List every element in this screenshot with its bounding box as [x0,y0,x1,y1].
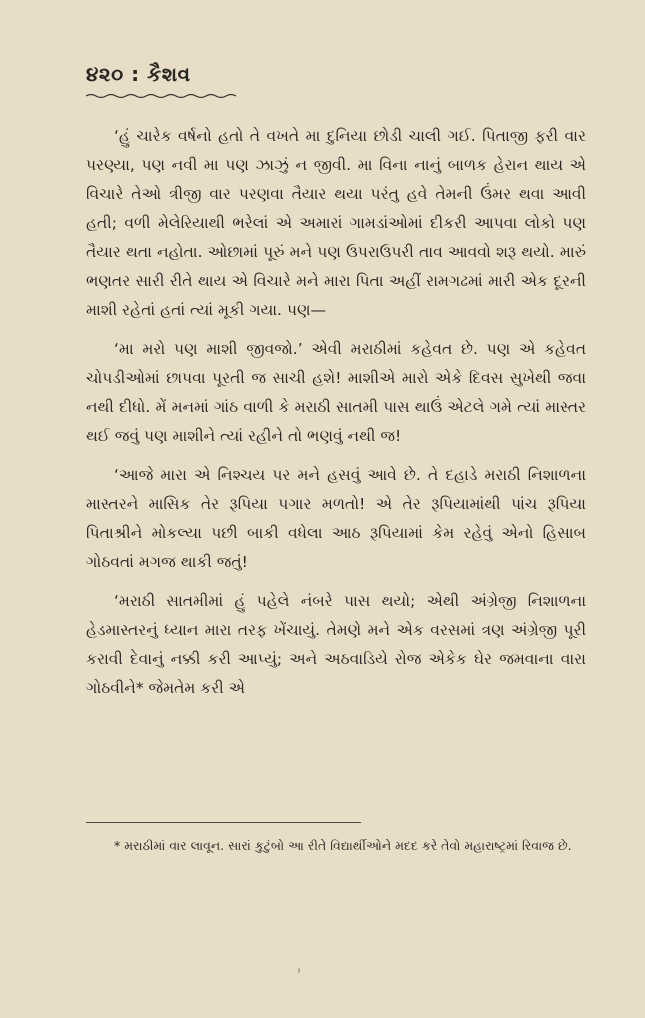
footnote: * મરાઠીમાં વાર લાવૂન. સારાં કુટુંબો આ રીતે વિદ્યાર્થીઓને મદદ કરે તેવો મહારાષ્ટ્રમાં રિવાજ છે. [114,838,572,853]
paragraph-1: ‘હું ચારેક વર્ષનો હતો તે વખતે મા દુનિયા છોડી ચાલી ગઈ. પિતાજી ફરી વાર પરણ્યા, પણ નવી મા પણ ઝાઝું ન જીવી. મા વિના નાનું બાળક હેરાન થાય એ વિચારે તેઓ ત્રીજી વાર પરણવા તૈયાર થયા પરંતુ હવે તેમની ઉંમર થવા આવી હતી; વળી મેલેરિયાથી ભરેલાં એ અમારાં ગામડાંઓમાં દીકરી આપવા લોકો પણ તૈયાર થતા નહોતા. ઓછામાં પૂરું મને પણ ઉપરાઉપરી તાવ આવવો શરૂ થયો. મારું ભણતર સારી રીતે થાય એ વિચારે મને મારા પિતા અહીં રામગઢમાં મારી એક દૂરની માશી રહેતાં હતાં ત્યાં મૂકી ગયા. પણ— [86,127,586,319]
footnote-divider [86,822,361,823]
header-ornament-rule [86,92,236,100]
paper-speck [298,968,300,973]
body-text [86,122,586,703]
paragraph-4: ‘મરાઠી સાતમીમાં હું પહેલે નંબરે પાસ થયો; એથી અંગ્રેજી નિશાળના હેડમાસ્તરનું ધ્યાન મારા તરફ ખેંચાયું. તેમણે મને એક વરસમાં ત્રણ અંગ્રેજી પૂરી કરાવી દેવાનું નક્કી કરી આપ્યું; અને અઠવાડિયે રોજ એકેક ઘેર જમવાના વારા ગોઠવીને* જેમતેમ કરી એ [86,592,586,697]
paragraph-3: ‘આજે મારા એ નિશ્ચય પર મને હસવું આવે છે. તે દહાડે મરાઠી નિશાળના માસ્તરને માસિક તેર રૂપિયા પગાર મળતો! એ તેર રૂપિયામાંથી પાંચ રૂપિયા પિતાશ્રીને મોકલ્યા પછી બાકી વધેલા આઠ રૂપિયામાં કેમ રહેવું એનો હિસાબ ગોઠવતાં મગજ થાકી જતું! [86,466,586,571]
page-header: ૪૨૦ : કૈશવ [86,62,191,86]
paragraph-2: ‘મા મરો પણ માશી જીવજો.’ એવી મરાઠીમાં કહેવત છે. પણ એ કહેવત ચોપડીઓમાં છાપવા પૂરતી જ સાચી હશે! માશીએ મારો એકે દિવસ સુખેથી જવા નથી દીધો. મેં મનમાં ગાંઠ વાળી કે મરાઠી સાતમી પાસ થાઉં એટલે ગમે ત્યાં માસ્તર થઈ જવું પણ માશીને ત્યાં રહીને તો ભણવું નથી જ! [86,340,586,445]
